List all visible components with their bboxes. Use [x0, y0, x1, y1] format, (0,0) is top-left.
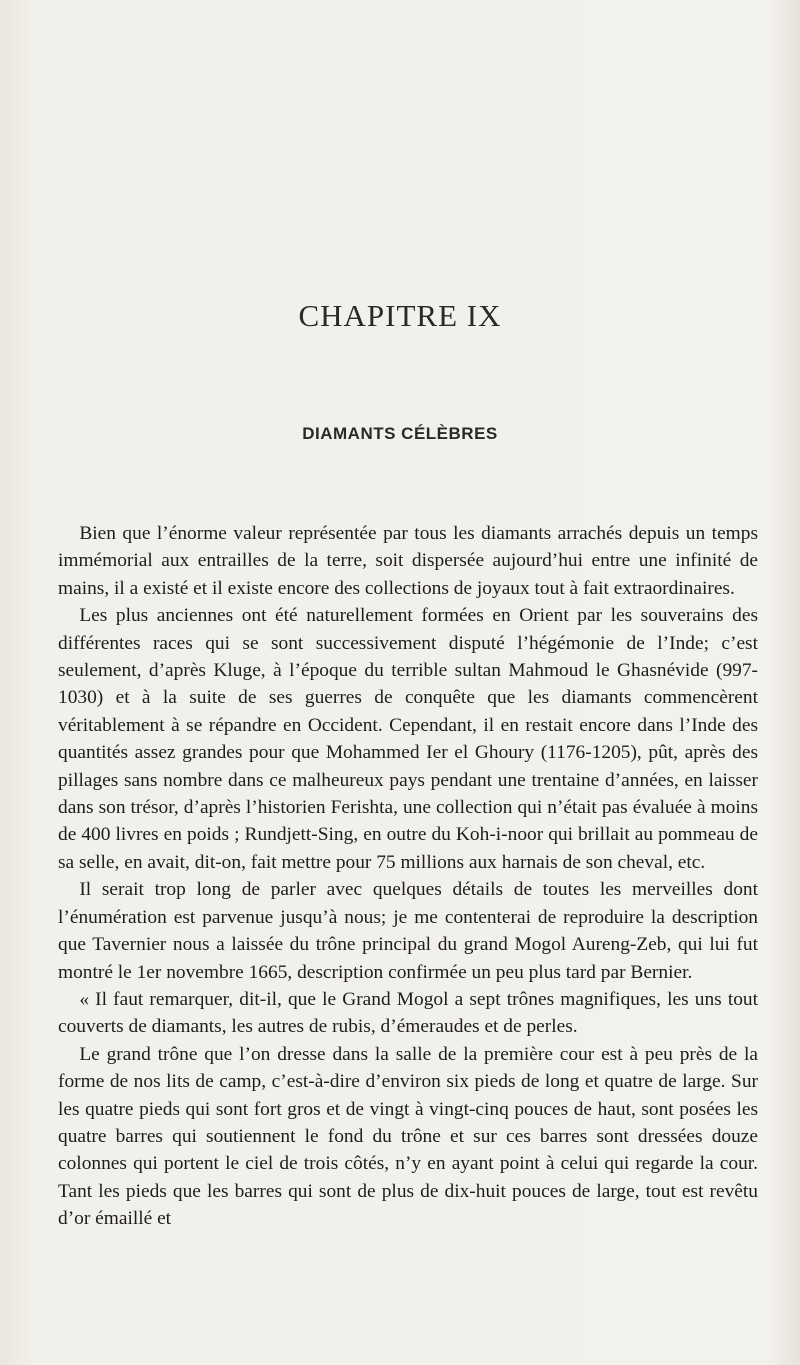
paragraph-1: Bien que l’énorme valeur représentée par tous les diamants arrachés depuis un temps immémorial aux entrailles de la terre, soit dispersée aujourd’hui entre une infinité de mains, il a existé et il existe encore des collections de joyaux tout à fait extraordinaires.: [58, 523, 758, 599]
section-title: DIAMANTS CÉLÈBRES: [302, 424, 498, 443]
body-text: [58, 520, 758, 1233]
paragraph-5: Le grand trône que l’on dresse dans la salle de la première cour est à peu près de la forme de nos lits de camp, c’est-à-dire d’environ six pieds de long et quatre de large. Sur les quatre pieds qui sont fort gros et de vingt à vingt-cinq pouces de haut, sont posées les quatre barres qui soutiennent le fond du trône et sur ces barres sont dressées douze colonnes qui portent le ciel de trois côtés, n’y en ayant point à celui qui regarde la cour. Tant les pieds que les barres qui sont de plus de dix-huit pouces de large, tout est revêtu d’or émaillé et: [58, 1043, 758, 1230]
paragraph-4: « Il faut remarquer, dit-il, que le Grand Mogol a sept trônes magnifiques, les uns tout couverts de diamants, les autres de rubis, d’émeraudes et de perles.: [58, 988, 758, 1038]
paragraph-2: Les plus anciennes ont été naturellement formées en Orient par les souverains des différentes races qui se sont successivement disputé l’hégémonie de l’Inde; c’est seulement, d’après Kluge, à l’époque du terrible sultan Mahmoud le Ghasnévide (997-1030) et à la suite de ses guerres de conquête que les diamants commencèrent véritablement à se répandre en Occident. Cependant, il en restait encore dans l’Inde des quantités assez grandes pour que Mohammed Ier el Ghoury (1176-1205), pût, après des pillages sans nombre dans ce malheureux pays pendant une trentaine d’années, en laisser dans son trésor, d’après l’historien Ferishta, une collection qui n’était pas évaluée à moins de 400 livres en poids ; Rundjett-Sing, en outre du Koh-i-noor qui brillait au pommeau de sa selle, en avait, dit-on, fait mettre pour 75 millions aux harnais de son cheval, etc.: [58, 605, 758, 873]
chapter-title: CHAPITRE IX: [298, 298, 502, 333]
paragraph-3: Il serait trop long de parler avec quelques détails de toutes les merveilles dont l’énumération est parvenue jusqu’à nous; je me contenterai de reproduire la description que Tavernier nous a laissée du trône principal du grand Mogol Aureng-Zeb, qui lui fut montré le 1er novembre 1665, description confirmée un peu plus tard par Bernier.: [58, 879, 758, 983]
